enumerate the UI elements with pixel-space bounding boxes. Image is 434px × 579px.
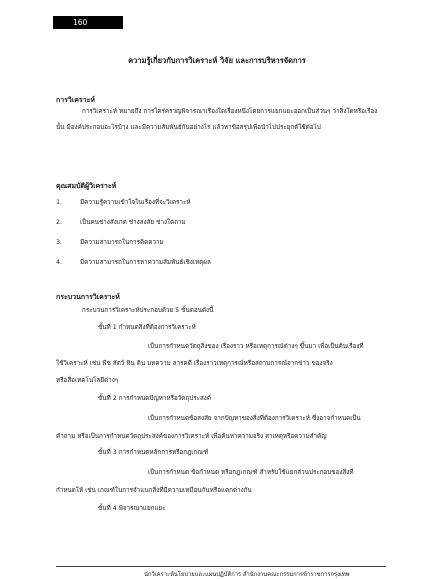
list-item-text: มีความสามารถในการหาความสัมพันธ์เชิงเหตุผล xyxy=(80,259,211,266)
qualifications-heading: คุณสมบัติผู้วิเคราะห์ xyxy=(56,182,117,190)
step4-title: ขั้นที่ 4 พิจารณาแยกแยะ xyxy=(98,505,166,512)
page-number: 160 xyxy=(53,16,123,29)
list-item-number: 1. xyxy=(56,199,63,206)
analysis-paragraph-text: การวิเคราะห์ หมายถึง การใคร่ครวญพิจารณาเรื่องใดเรื่องหนึ่งโดยการแยกแยะออกเป็นส่วนๆ ว่าสิ่งใดหรือเรื่องนั้น มีองค์ประกอบอะไรบ้าง และมีความสัมพันธ์กันอย่างไร แล้วหาข้อสรุปเพื่อนำไปประยุกต์ใช้ต่อไป xyxy=(56,108,378,131)
step3-title: ขั้นที่ 3 การกำหนดหลักการหรือกฎเกณฑ์ xyxy=(98,449,209,456)
process-heading: กระบวนการวิเคราะห์ xyxy=(56,293,120,301)
page-title: ความรู้เกี่ยวกับการวิเคราะห์ วิจัย และการบริหารจัดการ xyxy=(128,56,306,65)
step1-title: ขั้นที่ 1 กำหนดสิ่งที่ต้องการวิเคราะห์ xyxy=(98,324,196,331)
step3-line2: กำหนดให้ เช่น เกณฑ์ในการจำแนกสิ่งที่มีความเหมือนกันหรือแตกต่างกัน xyxy=(56,487,252,494)
step1-line2: ใช้วิเคราะห์ เช่น พืช สัตว์ หิน ดิน บทความ ลารคดี เรื่องราวเหตุการณ์หรือสถานการณ์จากข่าว ของจริง xyxy=(56,360,333,367)
list-item-number: 4. xyxy=(56,259,63,266)
page-footer: นักวิเคราะห์นโยบายและแผนปฏิบัติการ สำนักงานคณะกรรมการข้าราชการกรุงเทพ xyxy=(144,572,350,578)
step3-line1: เป็นการกำหนด ข้อกำหนด หรือกฎเกณฑ์ สำหรับใช้แยกส่วนประกอบของสิ่งที่ xyxy=(148,469,354,476)
list-item-text: มีความรู้ความเข้าใจในเรื่องที่จะวิเคราะห์ xyxy=(80,199,191,206)
list-item-text: เป็นคนช่างสังเกต ช่างสงสัย ช่างใดถาม xyxy=(80,219,186,226)
list-item-number: 2. xyxy=(56,219,63,226)
list-item-text: มีความสามารถในการคิดความ xyxy=(80,239,164,246)
footer-divider xyxy=(56,566,386,567)
step1-line3: หรือสื่อเทคโนโลยีต่างๆ xyxy=(56,377,119,384)
process-intro: กระบวนการวิเคราะห์ประกอบด้วย 5 ขั้นตอนดังนี้ xyxy=(82,307,214,314)
step2-line1: เป็นการกำหนดข้อสงสัย จากปัญหาของสิ่งที่ต้องการวิเคราะห์ ซึ่งอาจกำหนดเป็น xyxy=(148,415,361,422)
analysis-heading: การวิเคราะห์ xyxy=(56,96,95,104)
step2-title: ขั้นที่ 2 การกำหนดปัญหาหรือวัตถุประสงค์ xyxy=(98,395,212,402)
step2-line2: คำถาม หรือเป็นการกำหนดวัตถุประสงค์ของการวิเคราะห์ เพื่อค้นหาความจริง สาเหตุหรือความสำคัญ xyxy=(56,433,327,440)
list-item-number: 3. xyxy=(56,239,63,246)
analysis-paragraph xyxy=(56,104,382,136)
step1-line1: เป็นการกำหนดวัตถุสิ่งของ เรื่องราว หรือเหตุการณ์ต่างๆ ขึ้นมา เพื่อเป็นต้นเรื่องที่ xyxy=(148,343,364,350)
